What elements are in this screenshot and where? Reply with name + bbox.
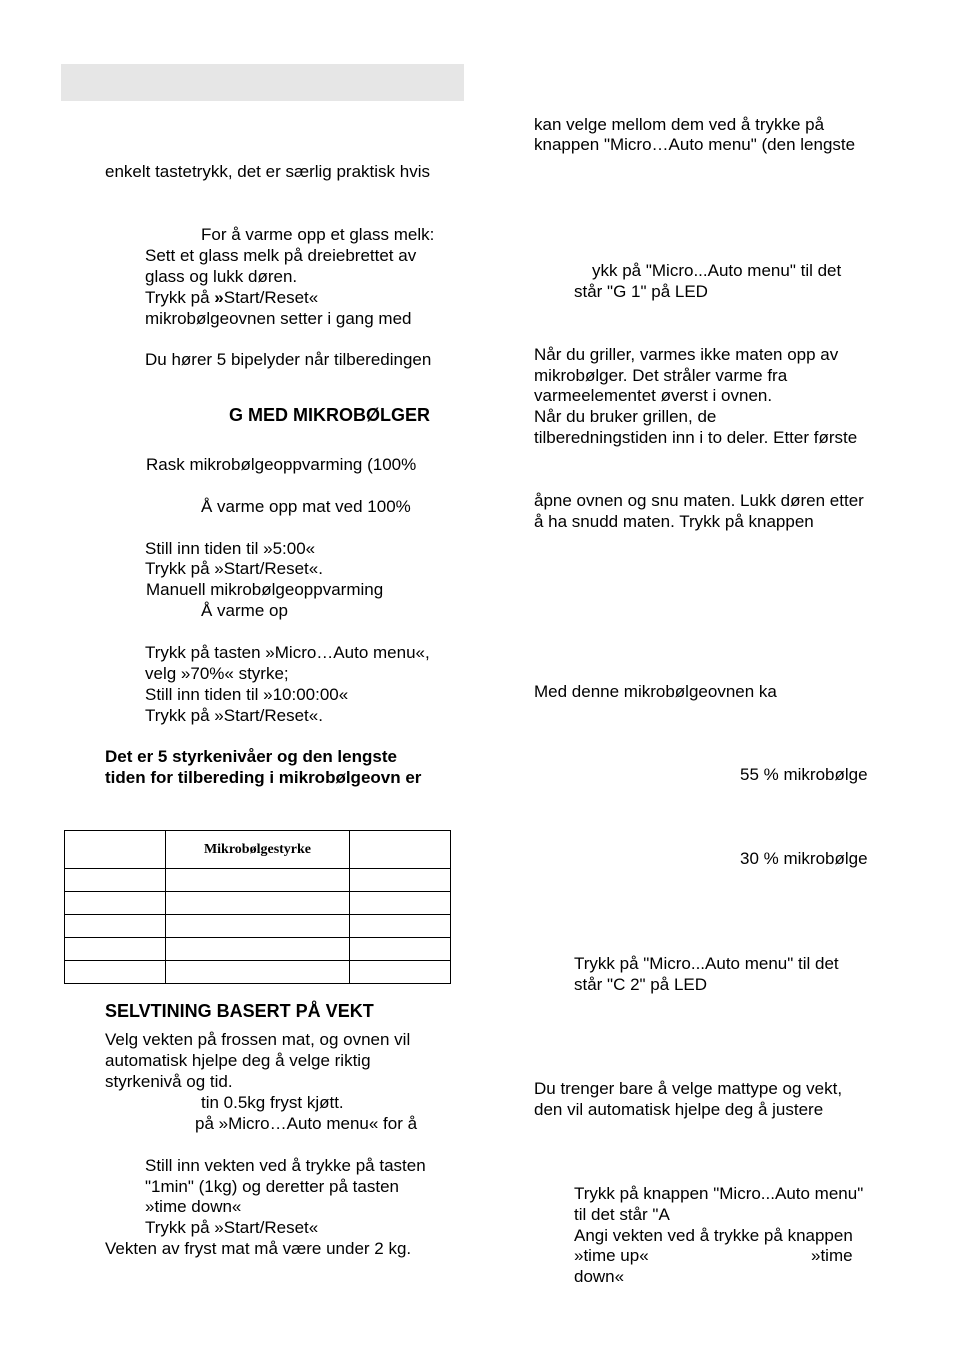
text-line: Trykk på »Start/Reset«.	[145, 559, 323, 578]
text-line: Trykk på "Micro...Auto menu" til det	[574, 954, 839, 973]
table-cell	[65, 892, 166, 915]
text-line: ykk på "Micro...Auto menu" til det	[592, 261, 842, 280]
section-heading: SELVTINING BASERT PÅ VEKT	[105, 1001, 374, 1021]
text-line: Sett et glass melk på dreiebrettet av	[145, 246, 417, 265]
text-line: å ha snudd maten. Trykk på knappen	[534, 512, 814, 531]
text-line: Du hører 5 bipelyder når tilberedingen	[145, 350, 432, 369]
text-line: Rask mikrobølgeoppvarming (100%	[146, 455, 417, 474]
table-cell	[65, 869, 166, 892]
text-line: »time	[811, 1246, 853, 1265]
text-line: styrkenivå og tid.	[105, 1072, 233, 1091]
table-cell	[350, 915, 451, 938]
text-line: tilberedningstiden inn i to deler. Etter første	[534, 428, 858, 447]
text-line: tin 0.5kg fryst kjøtt.	[201, 1093, 344, 1112]
table-row	[65, 869, 451, 892]
table-cell	[166, 915, 350, 938]
text-line: »time down«	[145, 1197, 242, 1216]
text-line: down«	[574, 1267, 625, 1286]
text-line: på »Micro…Auto menu« for å	[195, 1114, 418, 1133]
table-cell	[65, 915, 166, 938]
text-line: Trykk på »Start/Reset«.	[145, 706, 323, 725]
table-cell	[350, 892, 451, 915]
bold-text-line: Det er 5 styrkenivåer og den lengste	[105, 747, 397, 766]
text-line: "1min" (1kg) og deretter på tasten	[145, 1177, 399, 1196]
table-cell	[166, 938, 350, 961]
text-line: Angi vekten ved å trykke på knappen	[574, 1226, 853, 1245]
table-cell	[350, 938, 451, 961]
text-line	[145, 287, 318, 308]
text-line: »time up«	[574, 1246, 649, 1265]
bold-text-line: tiden for tilbereding i mikrobølgeovn er	[105, 768, 422, 787]
text-line: enkelt tastetrykk, det er særlig praktisk hvis	[105, 162, 431, 181]
table-row	[65, 961, 451, 984]
table-row	[65, 915, 451, 938]
text-line: Trykk på tasten »Micro…Auto menu«,	[145, 643, 430, 662]
table-cell	[350, 831, 451, 869]
text-line: Velg vekten på frossen mat, og ovnen vil	[105, 1030, 411, 1049]
text-line: Still inn tiden til »5:00«	[145, 539, 316, 558]
text-line: Trykk på knappen "Micro...Auto menu"	[574, 1184, 864, 1203]
table-cell	[166, 869, 350, 892]
text-line: Trykk på »Start/Reset«	[145, 1218, 319, 1237]
table-cell	[65, 938, 166, 961]
text-line: Når du bruker grillen, de	[534, 407, 717, 426]
table-cell	[350, 961, 451, 984]
table-cell	[166, 892, 350, 915]
text-line: Still inn tiden til »10:00:00«	[145, 685, 349, 704]
table-cell	[65, 831, 166, 869]
text-fragment: Trykk på	[145, 288, 215, 307]
header-bar	[61, 64, 464, 101]
power-level-table	[64, 830, 451, 984]
text-line: Å varme op	[201, 601, 288, 620]
text-line: automatisk hjelpe deg å velge riktig	[105, 1051, 371, 1070]
text-line: Still inn vekten ved å trykke på tasten	[145, 1156, 426, 1175]
text-line: 30 % mikrobølge	[740, 849, 868, 868]
text-line: åpne ovnen og snu maten. Lukk døren etter	[534, 491, 864, 510]
text-line: mikrobølger. Det stråler varme fra	[534, 366, 788, 385]
text-line: til det står "A	[574, 1205, 670, 1224]
text-line: varmeelementet øverst i ovnen.	[534, 386, 773, 405]
text-line: Manuell mikrobølgeoppvarming	[146, 580, 384, 599]
table-header-power: Mikrobølgestyrke	[166, 831, 350, 869]
table-cell	[65, 961, 166, 984]
text-line: Å varme opp mat ved 100%	[201, 497, 411, 516]
table-row	[65, 892, 451, 915]
text-line: 55 % mikrobølge	[740, 765, 868, 784]
text-line: glass og lukk døren.	[145, 267, 298, 286]
text-fragment: Start/Reset«	[223, 288, 319, 307]
table-header-row	[65, 831, 451, 869]
text-line: Når du griller, varmes ikke maten opp av	[534, 345, 839, 364]
table-cell	[166, 961, 350, 984]
text-line: kan velge mellom dem ved å trykke på	[534, 115, 825, 134]
section-heading: G MED MIKROBØLGER	[229, 405, 430, 425]
text-line: Du trenger bare å velge mattype og vekt,	[534, 1079, 843, 1098]
text-line: For å varme opp et glass melk:	[201, 225, 435, 244]
text-fragment: »	[214, 288, 224, 307]
text-line: den vil automatisk hjelpe deg å justere	[534, 1100, 824, 1119]
text-line: Vekten av fryst mat må være under 2 kg.	[105, 1239, 412, 1258]
table-row	[65, 938, 451, 961]
text-line: Med denne mikrobølgeovnen ka	[534, 682, 777, 701]
text-line: står "C 2" på LED	[574, 975, 708, 994]
text-line: står "G 1" på LED	[574, 282, 708, 301]
text-line: mikrobølgeovnen setter i gang med	[145, 309, 412, 328]
text-line: knappen "Micro…Auto menu" (den lengste	[534, 135, 856, 154]
table-cell	[350, 869, 451, 892]
text-line: velg »70%« styrke;	[145, 664, 289, 683]
